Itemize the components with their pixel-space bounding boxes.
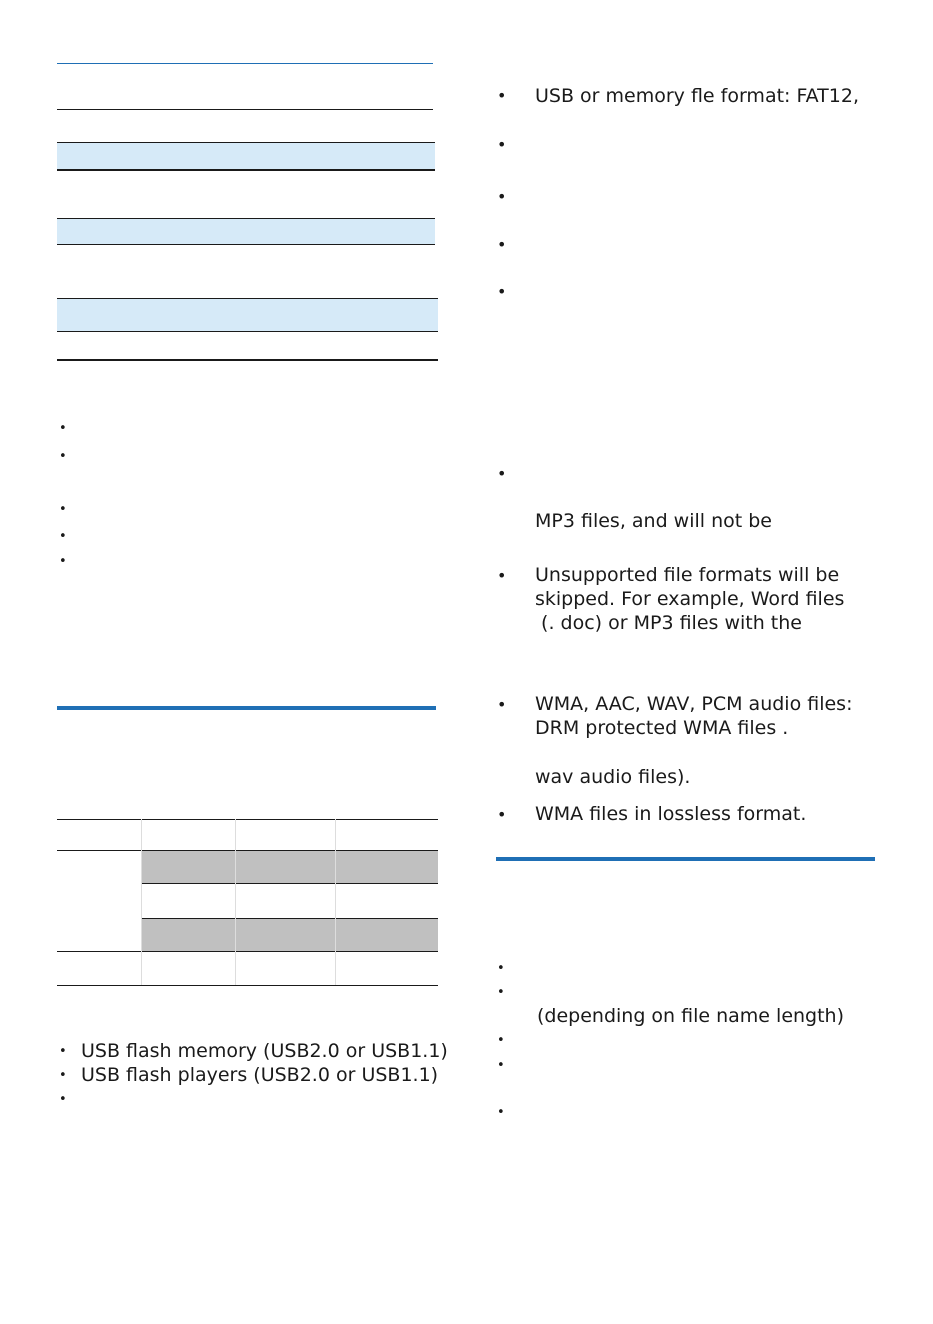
wav-text: wav audio files). (535, 766, 691, 788)
list-bullet: • (59, 1044, 67, 1059)
list-bullet: • (497, 566, 507, 585)
spec-table-row-divider (57, 142, 435, 143)
list-bullet: • (497, 1058, 505, 1073)
compat-table-column-divider (335, 819, 336, 985)
wma-text-line: DRM protected WMA files . (535, 717, 789, 739)
list-bullet: • (497, 961, 505, 976)
compat-table-bottom-rule (57, 985, 438, 986)
spec-table-shaded-row (57, 299, 438, 331)
compat-table-shaded-cells (142, 851, 438, 883)
file-system-text: USB or memory fle format: FAT12, (535, 85, 860, 107)
list-bullet: • (59, 421, 67, 436)
list-bullet: • (59, 1092, 67, 1107)
list-item-text: USB flash players (USB2.0 or USB1.1) (81, 1064, 439, 1086)
compat-table-top-rule (57, 819, 438, 820)
lossless-text: WMA files in lossless format. (535, 803, 807, 825)
list-bullet: • (497, 187, 507, 206)
file-name-note: (depending on file name length) (537, 1005, 845, 1027)
spec-table-shaded-row (57, 219, 435, 244)
spec-table-bottom-rule (57, 359, 438, 361)
unsupported-text-line: Unsupported file formats will be (535, 564, 840, 586)
compat-table-column-divider (141, 819, 142, 985)
list-bullet: • (497, 695, 507, 714)
spec-table-row-divider (57, 169, 435, 171)
compat-table-column-divider (235, 819, 236, 985)
section-heading-rule (57, 706, 436, 710)
list-bullet: • (497, 985, 505, 1000)
spec-table-row-divider (57, 109, 433, 110)
list-bullet: • (497, 1033, 505, 1048)
list-bullet: • (497, 235, 507, 254)
compat-table-row-divider (142, 883, 438, 884)
list-bullet: • (497, 86, 507, 105)
section-heading-rule (496, 857, 875, 861)
list-bullet: • (497, 282, 507, 301)
compat-table-shaded-cells (142, 919, 438, 951)
list-bullet: • (497, 1105, 505, 1120)
unsupported-text-line: skipped. For example, Word files (535, 588, 845, 610)
spec-table-row-divider (57, 298, 438, 299)
list-bullet: • (59, 529, 67, 544)
mp3-text: MP3 files, and will not be (535, 510, 772, 532)
unsupported-text-line: (. doc) or MP3 files with the (535, 612, 802, 634)
list-bullet: • (59, 449, 67, 464)
list-bullet: • (59, 554, 67, 569)
spec-table-shaded-row (57, 143, 435, 169)
list-bullet: • (497, 464, 507, 483)
list-bullet: • (497, 135, 507, 154)
spec-table-row-divider (57, 244, 435, 245)
compat-table-row-divider (57, 951, 438, 952)
list-bullet: • (59, 1068, 67, 1083)
list-bullet: • (497, 805, 507, 824)
spec-table-row-divider (57, 218, 435, 219)
wma-text-line: WMA, AAC, WAV, PCM audio files: (535, 693, 853, 715)
spec-table-top-rule (57, 63, 433, 64)
list-item-text: USB flash memory (USB2.0 or USB1.1) (81, 1040, 448, 1062)
list-bullet: • (59, 502, 67, 517)
spec-table-row-divider (57, 331, 438, 332)
